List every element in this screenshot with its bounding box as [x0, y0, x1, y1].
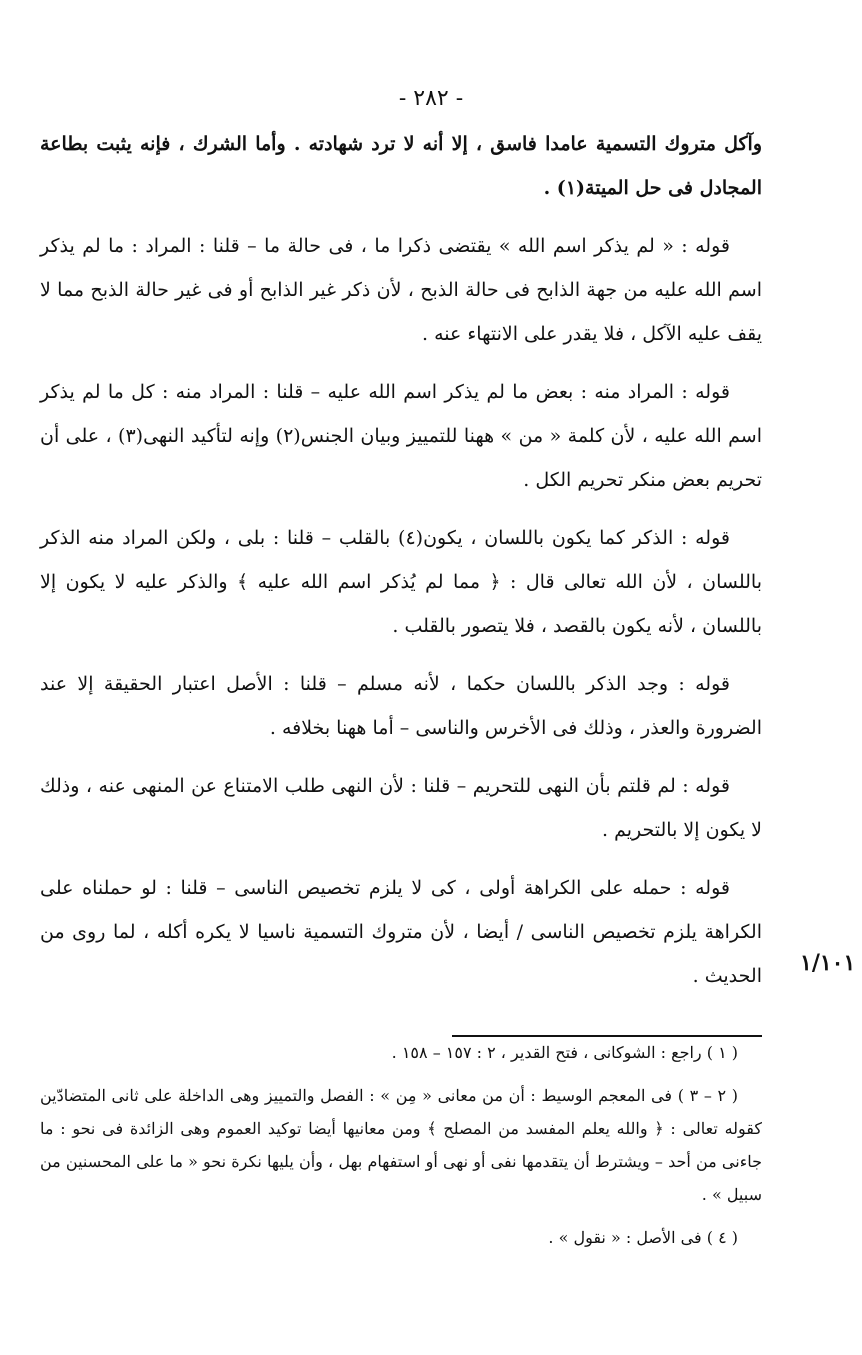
footnotes [40, 1036, 762, 1264]
margin-folio-reference: ١/١٠١ [800, 950, 856, 976]
main-text [40, 122, 762, 1012]
footnote-4: ( ٤ ) فى الأصل : « نقول » . [548, 1228, 738, 1247]
paragraph-4: قوله : الذكر كما يكون باللسان ، يكون(٤) بالقلب – قلنا : بلى ، ولكن المراد منه الذكر باللسان ، لأن الله تعالى قال : ﴿ مما لم يُذكر اسم الله عليه ﴾ والذكر عليه لا يكون إلا باللسان ، لأنه يكون بالقصد ، فلا يتصور بالقلب . [40, 527, 762, 637]
paragraph-2: قوله : « لم يذكر اسم الله » يقتضى ذكرا ما ، فى حالة ما – قلنا : المراد : ما لم يذكر اسم الله عليه من جهة الذابح فى حالة الذبح ، لأن ذكر غير الذابح أو فى غير حالة الذبح مما لا يقف عليه الآكل ، فلا يقدر على الانتهاء عنه . [40, 235, 762, 345]
paragraph-5: قوله : وجد الذكر باللسان حكما ، لأنه مسلم – قلنا : الأصل اعتبار الحقيقة إلا عند الضرورة والعذر ، وذلك فى الأخرس والناسى – أما ههنا بخلافه . [40, 673, 762, 739]
paragraph-7: قوله : حمله على الكراهة أولى ، كى لا يلزم تخصيص الناسى – قلنا : لو حملناه على الكراهة يلزم تخصيص الناسى / أيضا ، لأن متروك التسمية ناسيا لا يكره أكله ، لما روى من الحديث . [40, 877, 762, 987]
page-number: - ٢٨٢ - [398, 86, 464, 111]
paragraph-1: وآكل متروك التسمية عامدا فاسق ، إلا أنه لا ترد شهادته . وأما الشرك ، فإنه يثبت بطاعة المجادل فى حل الميتة(١) . [40, 133, 762, 199]
footnote-2-3: ( ٢ – ٣ ) فى المعجم الوسيط : أن من معانى « مِن » : الفصل والتمييز وهى الداخلة على ثانى المتضادّين كقوله تعالى : ﴿ والله يعلم المفسد من المصلح ﴾ ومن معانيها أيضا توكيد العموم وهى الزائدة فى نحو : ما جاءنى من أحد – ويشترط أن يتقدمها نفى أو نهى أو استفهام بهل ، وأن يليها نكرة نحو « ما على المحسنين من سبيل » . [40, 1086, 763, 1204]
paragraph-3: قوله : المراد منه : بعض ما لم يذكر اسم الله عليه – قلنا : المراد منه : كل ما لم يذكر اسم الله عليه ، لأن كلمة « من » ههنا للتمييز وبيان الجنس(٢) وإنه لتأكيد النهى(٣) ، على أن تحريم بعض منكر تحريم الكل . [40, 381, 762, 491]
footnote-1: ( ١ ) راجع : الشوكانى ، فتح القدير ، ٢ : ١٥٧ – ١٥٨ . [391, 1043, 738, 1062]
paragraph-6: قوله : لم قلتم بأن النهى للتحريم – قلنا : لأن النهى طلب الامتناع عن المنهى عنه ، وذلك لا يكون إلا بالتحريم . [40, 775, 762, 841]
